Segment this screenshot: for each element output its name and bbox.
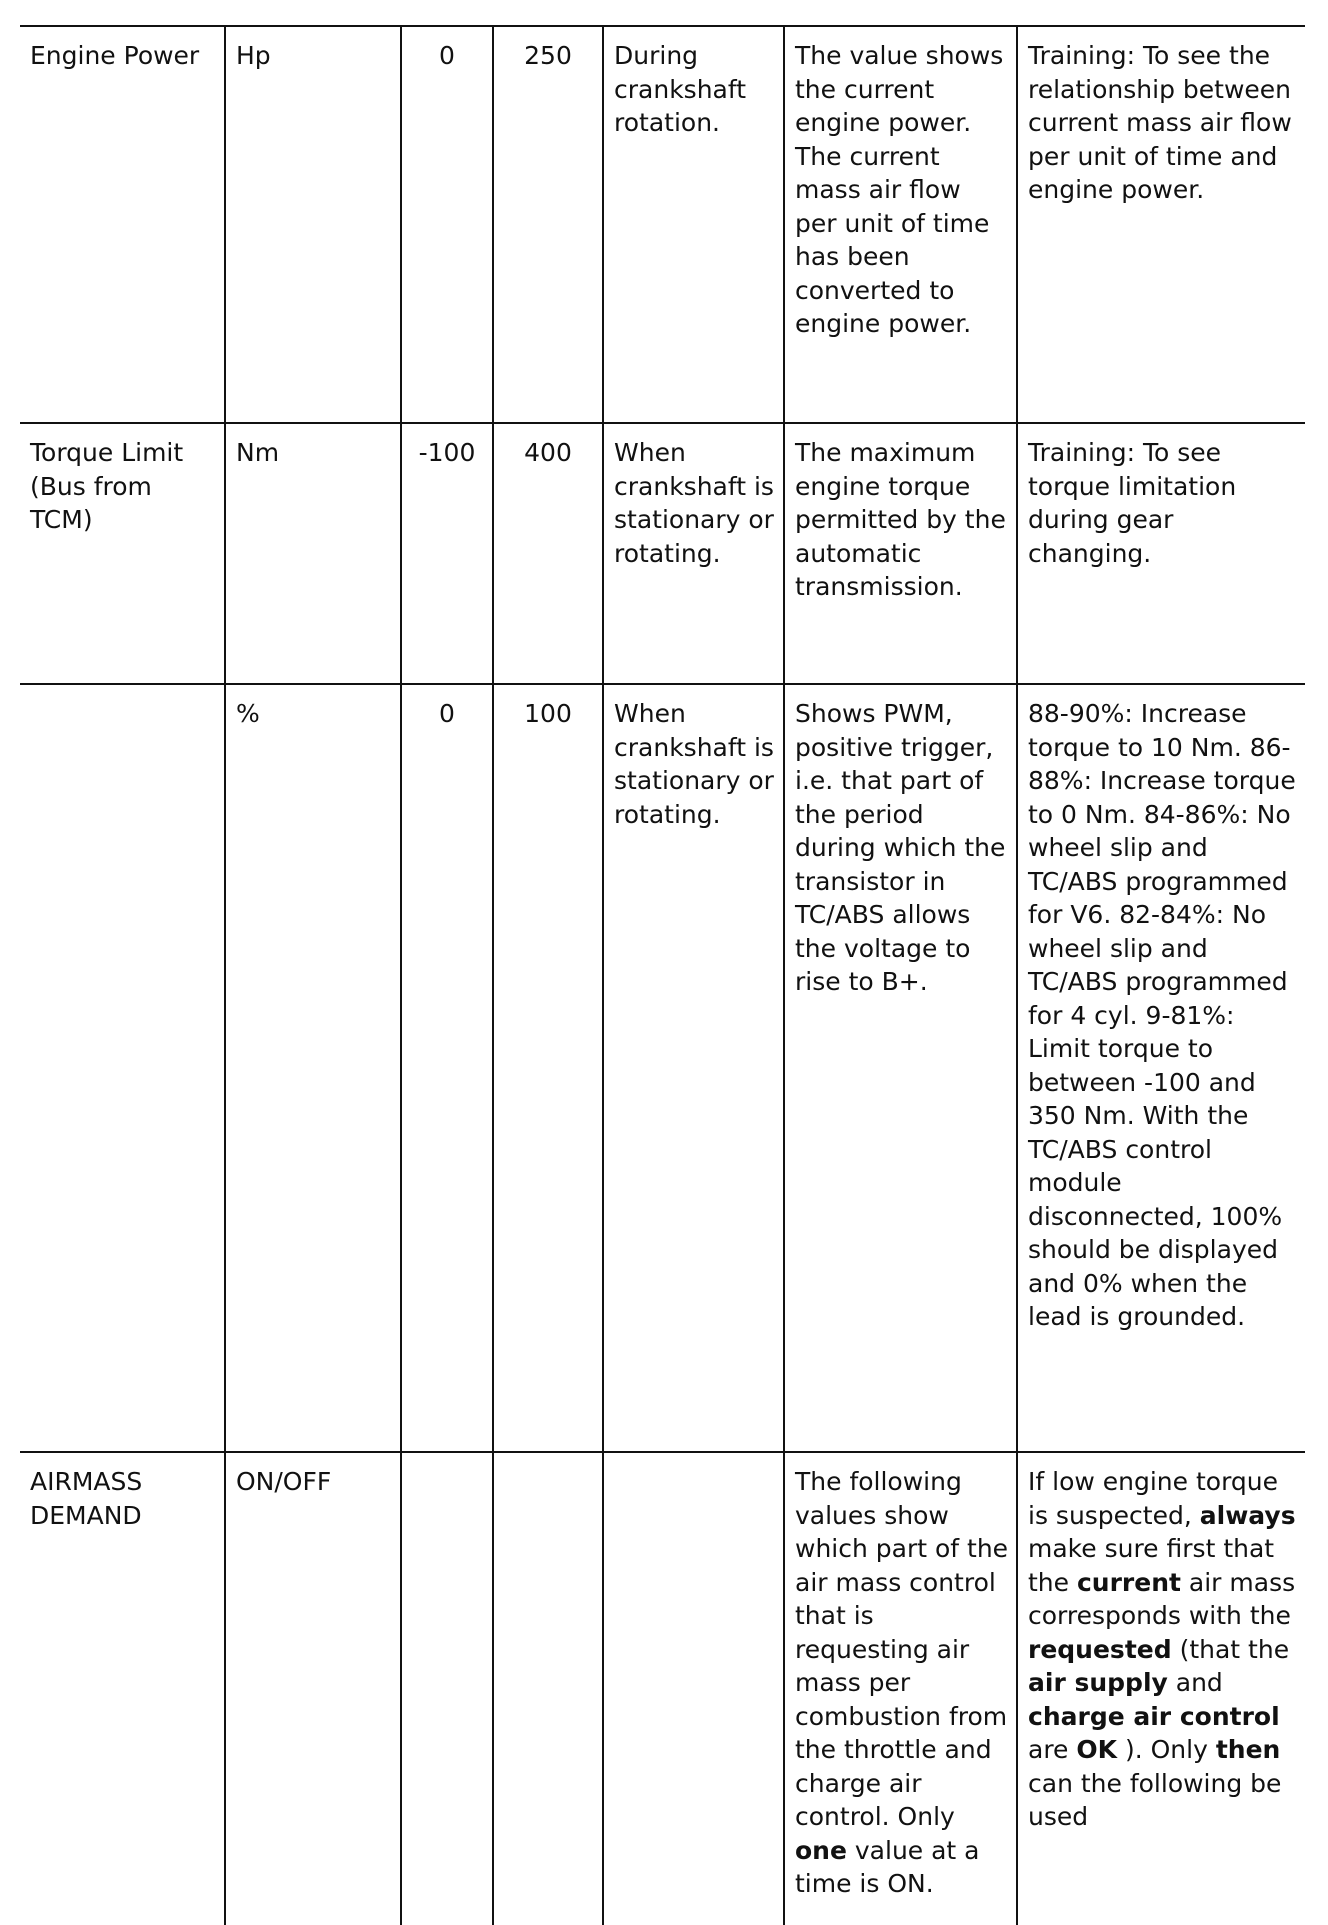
comment-emphasis: air supply xyxy=(1028,1668,1168,1697)
table-row xyxy=(20,26,1305,423)
comment-text: If low engine torque is suspected, xyxy=(1028,1467,1278,1530)
parameter-unit: % xyxy=(225,684,401,1452)
comment-text: (that the xyxy=(1171,1634,1290,1664)
parameter-unit: Hp xyxy=(225,26,401,423)
parameter-max: 250 xyxy=(493,26,603,423)
comment-text: make sure first that the xyxy=(1028,1534,1275,1597)
comment-emphasis: OK xyxy=(1076,1735,1118,1764)
parameter-min: 0 xyxy=(401,26,493,423)
comment-emphasis: current xyxy=(1076,1567,1181,1597)
table-row xyxy=(20,423,1305,684)
comment-emphasis: always xyxy=(1199,1500,1296,1530)
parameter-max: 100 xyxy=(493,684,603,1452)
parameter-description xyxy=(784,1452,1017,1925)
parameter-comment: Training: To see torque limitation during gear changing. xyxy=(1017,423,1305,684)
parameter-min: -100 xyxy=(401,423,493,684)
parameter-comment xyxy=(1017,1452,1305,1925)
comment-text: are xyxy=(1028,1735,1077,1764)
comment-emphasis: requested xyxy=(1028,1634,1172,1664)
parameter-condition: When crankshaft is stationary or rotating. xyxy=(603,423,784,684)
description-emphasis: one xyxy=(795,1835,847,1865)
parameter-name: Torque Limit (Bus from TCM) xyxy=(20,423,225,684)
parameter-min xyxy=(401,1452,493,1925)
comment-text: ). Only xyxy=(1117,1735,1216,1764)
description-text: value at a time is ON. xyxy=(795,1835,980,1898)
parameter-description: The maximum engine torque permitted by the automatic transmission. xyxy=(784,423,1017,684)
parameter-name: AIRMASS DEMAND xyxy=(20,1452,225,1925)
comment-emphasis: charge air control xyxy=(1028,1701,1280,1731)
parameter-max: 400 xyxy=(493,423,603,684)
parameter-description: The value shows the current engine power. The current mass air flow per unit of time has been converted to engine power. xyxy=(784,26,1017,423)
parameter-max xyxy=(493,1452,603,1925)
parameter-name: Engine Power xyxy=(20,26,225,423)
parameter-name xyxy=(20,684,225,1452)
parameter-condition: When crankshaft is stationary or rotating. xyxy=(603,684,784,1452)
parameter-min: 0 xyxy=(401,684,493,1452)
description-text: The following values show which part of the air mass control that is requesting air mass per combustion from the throttle and charge air control. Only xyxy=(795,1467,1009,1831)
parameter-unit: Nm xyxy=(225,423,401,684)
parameter-condition xyxy=(603,1452,784,1925)
comment-text: can the following be used xyxy=(1028,1768,1282,1831)
parameter-description: Shows PWM, positive trigger, i.e. that part of the period during which the transistor in TC/ABS allows the voltage to rise to B+. xyxy=(784,684,1017,1452)
parameter-table xyxy=(20,25,1305,1925)
table-row xyxy=(20,684,1305,1452)
comment-text: air mass corresponds with the xyxy=(1028,1567,1296,1630)
parameter-unit: ON/OFF xyxy=(225,1452,401,1925)
parameter-comment: 88-90%: Increase torque to 10 Nm. 86-88%: Increase torque to 0 Nm. 84-86%: No wheel slip and TC/ABS programmed for V6. 82-84%: No wheel slip and TC/ABS programmed for 4 cyl. 9-81%: Limit torque to between -100 and 350 Nm. With the TC/ABS control module disconnected, 100% should be displayed and 0% when the lead is grounded. xyxy=(1017,684,1305,1452)
comment-emphasis: then xyxy=(1215,1735,1281,1764)
comment-text: and xyxy=(1167,1668,1223,1697)
parameter-condition: During crankshaft rotation. xyxy=(603,26,784,423)
parameter-comment: Training: To see the relationship between current mass air flow per unit of time and engine power. xyxy=(1017,26,1305,423)
table-row xyxy=(20,1452,1305,1925)
